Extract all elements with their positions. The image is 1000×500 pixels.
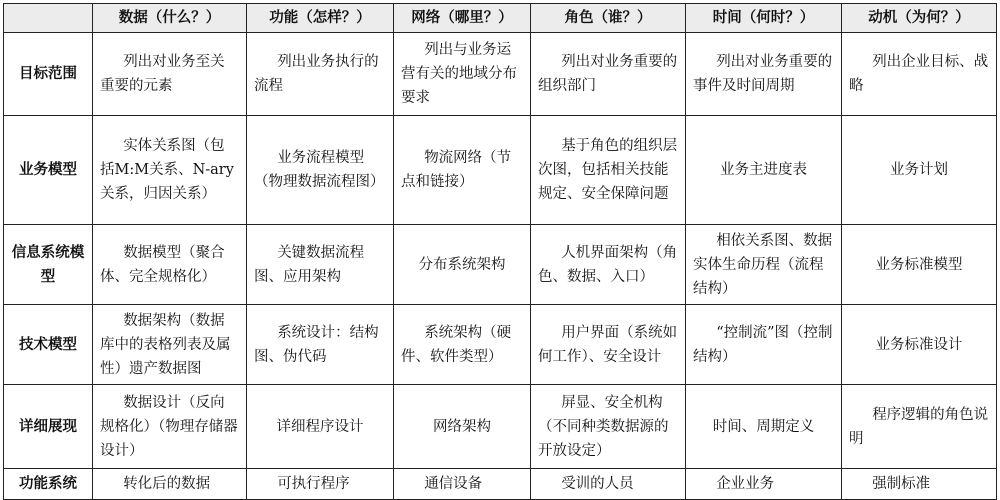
table-cell: 数据设计（反向规格化）（物理存储器设计）: [93, 385, 247, 469]
table-row-detailed-representation: [4, 385, 997, 469]
table-row-business-model: [4, 116, 997, 225]
table-cell: 列出业务执行的流程: [247, 33, 394, 116]
table-cell: 受训的人员: [531, 469, 686, 500]
column-header-time: 时间（何时？）: [686, 4, 842, 33]
column-header-function: 功能（怎样？）: [247, 4, 394, 33]
table-cell: 列出对业务重要的组织部门: [531, 33, 686, 116]
table-cell: 人机界面架构（角色、数据、入口）: [531, 225, 686, 305]
zachman-framework-table: [3, 3, 997, 500]
table-row-technology-model: [4, 305, 997, 385]
row-header-scope: 目标范围: [4, 33, 93, 116]
table-cell: 详细程序设计: [247, 385, 394, 469]
column-header-people: 角色（谁？）: [531, 4, 686, 33]
table-cell: 企业业务: [686, 469, 842, 500]
table-cell: 通信设备: [394, 469, 531, 500]
table-cell: “控制流”图（控制结构）: [686, 305, 842, 385]
table-cell: 物流网络（节点和链接）: [394, 116, 531, 225]
table-cell: 实体关系图（包括M:M关系、N-ary关系，归因关系）: [93, 116, 247, 225]
table-cell: 列出企业目标、战略: [842, 33, 997, 116]
header-row: [4, 4, 997, 33]
table-cell: 列出对业务重要的事件及时间周期: [686, 33, 842, 116]
row-header-functioning-system: 功能系统: [4, 469, 93, 500]
table-cell: 列出与业务运营有关的地域分布要求: [394, 33, 531, 116]
table-cell: 列出对业务至关重要的元素: [93, 33, 247, 116]
table-cell: 业务流程模型（物理数据流程图）: [247, 116, 394, 225]
table-cell: 关键数据流程图、应用架构: [247, 225, 394, 305]
table-cell: 用户界面（系统如何工作）、安全设计: [531, 305, 686, 385]
row-header-business-model: 业务模型: [4, 116, 93, 225]
table-cell: 屏显、安全机构（不同种类数据源的开放设定）: [531, 385, 686, 469]
table-cell: 强制标准: [842, 469, 997, 500]
table-row-functioning-system: [4, 469, 997, 500]
table-cell: 网络架构: [394, 385, 531, 469]
table-cell: 时间、周期定义: [686, 385, 842, 469]
table-cell: 业务标准模型: [842, 225, 997, 305]
corner-header-cell: [4, 4, 93, 33]
row-header-system-model: 信息系统模型: [4, 225, 93, 305]
table-cell: 程序逻辑的角色说明: [842, 385, 997, 469]
table-cell: 数据架构（数据库中的表格列表及属性）遗产数据图: [93, 305, 247, 385]
table-cell: 业务标准设计: [842, 305, 997, 385]
row-header-technology-model: 技术模型: [4, 305, 93, 385]
table-cell: 数据模型（聚合体、完全规格化）: [93, 225, 247, 305]
table-cell: 业务计划: [842, 116, 997, 225]
table-row-scope: [4, 33, 997, 116]
table-row-system-model: [4, 225, 997, 305]
column-header-motivation: 动机（为何？）: [842, 4, 997, 33]
table-cell: 系统架构（硬件、软件类型）: [394, 305, 531, 385]
table-cell: 基于角色的组织层次图，包括相关技能规定、安全保障问题: [531, 116, 686, 225]
table-cell: 系统设计：结构图、伪代码: [247, 305, 394, 385]
table-cell: 业务主进度表: [686, 116, 842, 225]
row-header-detailed-representation: 详细展现: [4, 385, 93, 469]
table-cell: 分布系统架构: [394, 225, 531, 305]
table-cell: 相依关系图、数据实体生命历程（流程结构）: [686, 225, 842, 305]
table-cell: 可执行程序: [247, 469, 394, 500]
column-header-network: 网络（哪里？）: [394, 4, 531, 33]
column-header-data: 数据（什么？）: [93, 4, 247, 33]
table-cell: 转化后的数据: [93, 469, 247, 500]
